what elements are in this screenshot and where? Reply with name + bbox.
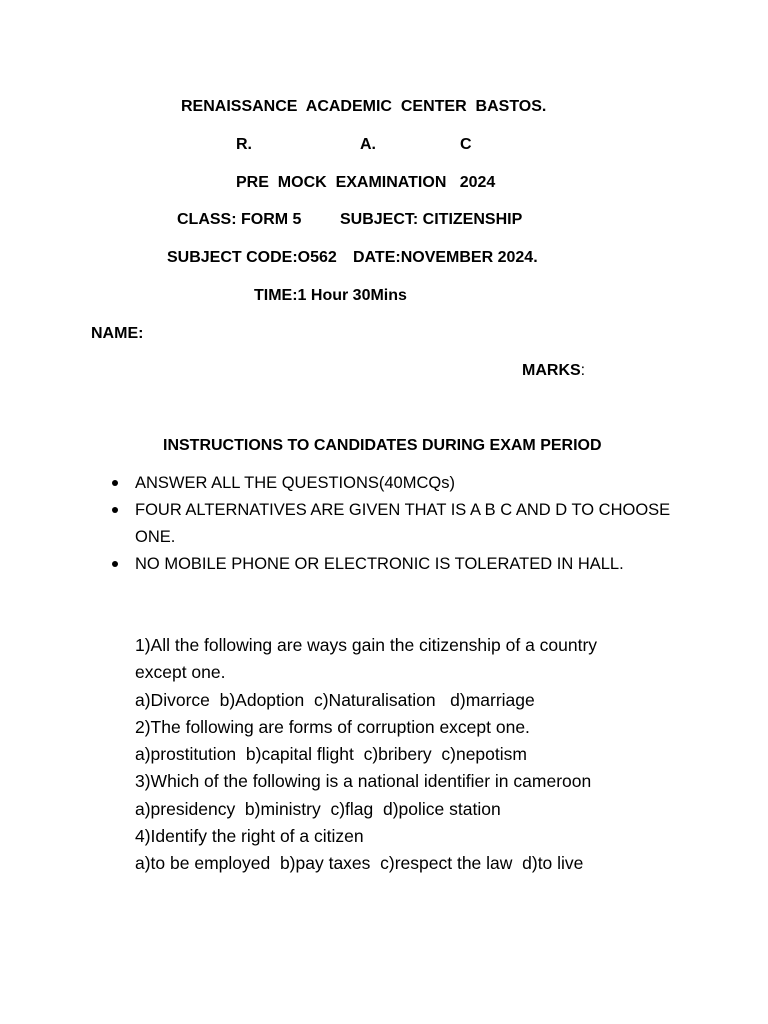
exam-time: TIME:1 Hour 30Mins [254,287,407,304]
initial-c: C [460,136,472,153]
question-line: except one. [135,662,226,683]
answer-options: a)to be employed b)pay taxes c)respect the law d)to live [135,853,584,874]
exam-title: PRE MOCK EXAMINATION 2024 [236,174,496,191]
instruction-item: NO MOBILE PHONE OR ELECTRONIC IS TOLERATED IN HALL. [112,551,712,578]
subject-code: SUBJECT CODE:O562 [167,249,337,266]
class-label: CLASS: FORM 5 [177,211,302,228]
bullet-icon [112,480,118,486]
subject-label: SUBJECT: CITIZENSHIP [340,211,523,228]
bullet-icon [112,561,118,567]
bullet-icon [112,507,118,513]
exam-date: DATE:NOVEMBER 2024. [353,249,538,266]
instructions-title: INSTRUCTIONS TO CANDIDATES DURING EXAM PERIOD [163,437,602,454]
questions-section [135,632,695,878]
instructions-list [112,470,712,578]
answer-options: a)presidency b)ministry c)flag d)police station [135,798,501,819]
initial-a: A. [360,136,376,153]
marks-label: MARKS [522,362,581,379]
answer-options: a)prostitution b)capital flight c)bribery c)nepotism [135,744,527,765]
marks-colon: : [580,362,586,379]
marks-field [522,361,585,381]
question-line: 2)The following are forms of corruption except one. [135,716,530,737]
question-line: 1)All the following are ways gain the citizenship of a country [135,635,598,655]
instruction-item: ANSWER ALL THE QUESTIONS(40MCQs) [112,470,712,497]
initial-r: R. [236,136,252,153]
question-line: 3)Which of the following is a national identifier in cameroon [135,771,592,792]
question-line: 4)Identify the right of a citizen [135,826,364,847]
answer-options: a)Divorce b)Adoption c)Naturalisation d)marriage [135,689,535,710]
school-name: RENAISSANCE ACADEMIC CENTER BASTOS. [181,98,547,115]
name-label: NAME: [91,325,144,342]
instruction-item: FOUR ALTERNATIVES ARE GIVEN THAT IS A B C AND D TO CHOOSE ONE. [112,497,712,551]
